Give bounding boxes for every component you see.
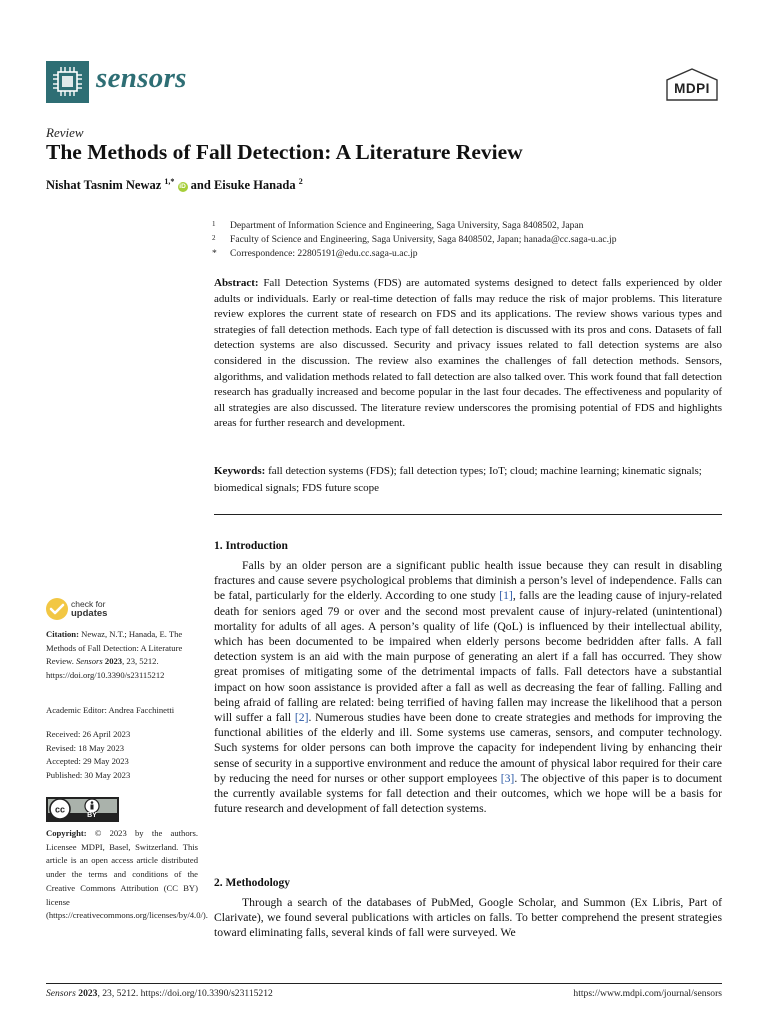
copyright-notice [46,827,208,923]
abstract-text: Fall Detection Systems (FDS) are automated systems designed to detect falls experienced by older adults or individuals. Early or real-time detection of falls may reduce the risk of major problems. This literature review explores the current state of research on FDS and its applications. The review shows various types and strategies of fall detection methods. Each type of fall detection is discussed with its pros and cons. Datasets of fall detection systems are also discussed. Security and privacy issues related to fall detection systems are also considered in the discussion. The review also examines the challenges of fall detection methods. Sensors, algorithms, and validation methods related to fall detection are also talked over. This work found that fall detection research has gradually increased and become popular in the last four decades. The effectiveness and popularity of all strategies are also discussed. The literature review underscores the promising potential of FDS and highlights areas for further research and development. [214,277,723,430]
keywords-label: Keywords: [214,465,266,477]
author-conjunction: and [190,178,211,193]
section-heading: 1. Introduction [214,540,288,552]
footer-journal-url[interactable]: https://www.mdpi.com/journal/sensors [573,988,722,999]
affiliation-mark: 2 [212,234,216,242]
paragraph-text: , falls are the leading cause of injury-related death for seniors aged 79 or over and the second most prevalent cause of injury-related (unintentional) mortality for adults of all ages. A person’s quality of life (QoL) is influenced by their intellectual ability, which has been documented to be impaired when elderly persons become bedridden after falls. A fall detection system is an aid with the main purpose of generating an alert if a fall has occurred. They show great promises of mitigating some of the detrimental impacts of falls. Fall detectors have a substantial impact on how soon assistance is provided after a fall as well as decreasing the fear of falling. Falling and being afraid of falling are related: being terrified of having fallen may increase the likelihood that a person will suffer a fall [214,589,722,725]
accepted-date: Accepted: 29 May 2023 [46,756,129,767]
received-date: Received: 26 April 2023 [46,729,131,739]
paragraph-text: Falls by an older person are a significant public health issue because they can result in disabling fractures and cause severe psychological problems that diminish a person’s level of independence. Falls can be fatal, particularly for the elderly. According to one study [214,559,722,603]
svg-text:cc: cc [54,804,66,815]
footer-doi[interactable]: , 23, 5212. https://doi.org/10.3390/s23115212 [97,988,273,999]
paragraph-text: . The objective of this paper is to document the currently available systems for fall detection and their outcomes, which we hope will be a basis for future research and development of fall detection systems. [214,771,722,816]
correspondence-text: Correspondence: 22805191@edu.cc.saga-u.ac.jp [230,248,418,259]
footer-year: 2023 [78,988,98,999]
affiliation-mark: 1 [212,220,216,228]
paragraph-text: Through a search of the databases of PubMed, Google Scholar, and Summon (Ex Libris, Part of Clarivate), we found several publications with articles on falls. To better comprehend the present strategies toward eliminating falls, several kinds of fall were surveyed. We [214,896,722,940]
abstract [214,276,722,432]
journal-name[interactable]: sensors [96,62,187,94]
article-type: Review [46,125,84,140]
citation-text: Newaz, N.T.; Hanada, E. The Methods of Fall Detection: A Literature Review. [46,629,183,667]
section-heading: 2. Methodology [214,877,291,889]
citation-year: 2023 [104,656,123,667]
methodology-text [214,895,722,941]
reference-link[interactable]: [1] [499,589,513,603]
citation-doi[interactable]: , 23, 5212. https://doi.org/10.3390/s23115212 [46,656,165,681]
check-updates-label: updates [71,608,108,619]
keywords [214,463,722,496]
abstract-label: Abstract: [214,277,259,289]
revised-date: Revised: 18 May 2023 [46,742,125,753]
cc-by-license-badge[interactable] [46,797,119,822]
section-divider [214,514,722,515]
affiliation-text: Department of Information Science and Engineering, Saga University, Saga 8408502, Japan [230,220,584,231]
cc-by-label: BY [87,812,97,819]
reference-link[interactable]: [3] [500,771,515,785]
affiliation-text: Faculty of Science and Engineering, Saga University, Saga 8408502, Japan; hanada@cc.saga-u.ac.jp [230,234,617,245]
author-name[interactable]: Eisuke Hanada [213,178,296,193]
publication-dates [46,728,198,783]
paragraph-text: . Numerous studies have been done to create strategies and methods for improving the functional abilities of the elderly and ill. Some systems use cameras, sensors, and computer technology. Such systems for older persons can both improve the capacity for independent living by enhancing their sense of security in a supportive environment and reduce the amount of physical labor required for their care by reducing the need for nurses or other support employees [214,711,722,785]
footer-journal: Sensors [46,988,76,999]
published-date: Published: 30 May 2023 [46,770,131,781]
author-name[interactable]: Nishat Tasnim Newaz [46,178,162,193]
author-list [46,177,303,193]
author-affiliation-mark: 2 [298,177,303,186]
copyright-text: © 2023 by the authors. Licensee MDPI, Basel, Switzerland. This article is an open access article distributed under the terms and conditions of the Creative Commons Attribution (CC BY) license (https://creativecommons.org/licenses/by/4.0/). [46,828,208,921]
footer-divider [46,983,722,984]
journal-logo [46,61,89,103]
check-for-updates-button[interactable] [46,598,126,622]
affiliation-mark: * [212,248,217,259]
reference-link[interactable]: [2] [294,711,309,725]
publisher-logo[interactable] [665,68,719,104]
citation-label: Citation: [46,629,79,639]
orcid-icon[interactable]: iD [179,183,186,191]
academic-editor: Academic Editor: Andrea Facchinetti [46,705,175,715]
check-updates-icon [46,598,68,620]
keywords-text: fall detection systems (FDS); fall detection types; IoT; cloud; machine learning; kinematic signals; biomedical signals; FDS future scope [214,465,702,494]
introduction-text [214,558,722,816]
author-affiliation-mark: 1,* [164,177,175,186]
publisher-name: MDPI [674,81,710,96]
citation-journal: Sensors [76,656,103,667]
article-title: The Methods of Fall Detection: A Literature Review [46,140,523,164]
check-updates-label: check for [71,599,106,609]
sensor-chip-icon [46,61,89,103]
copyright-label: Copyright: [46,828,87,838]
citation-block [46,628,198,683]
footer-citation [46,988,273,999]
